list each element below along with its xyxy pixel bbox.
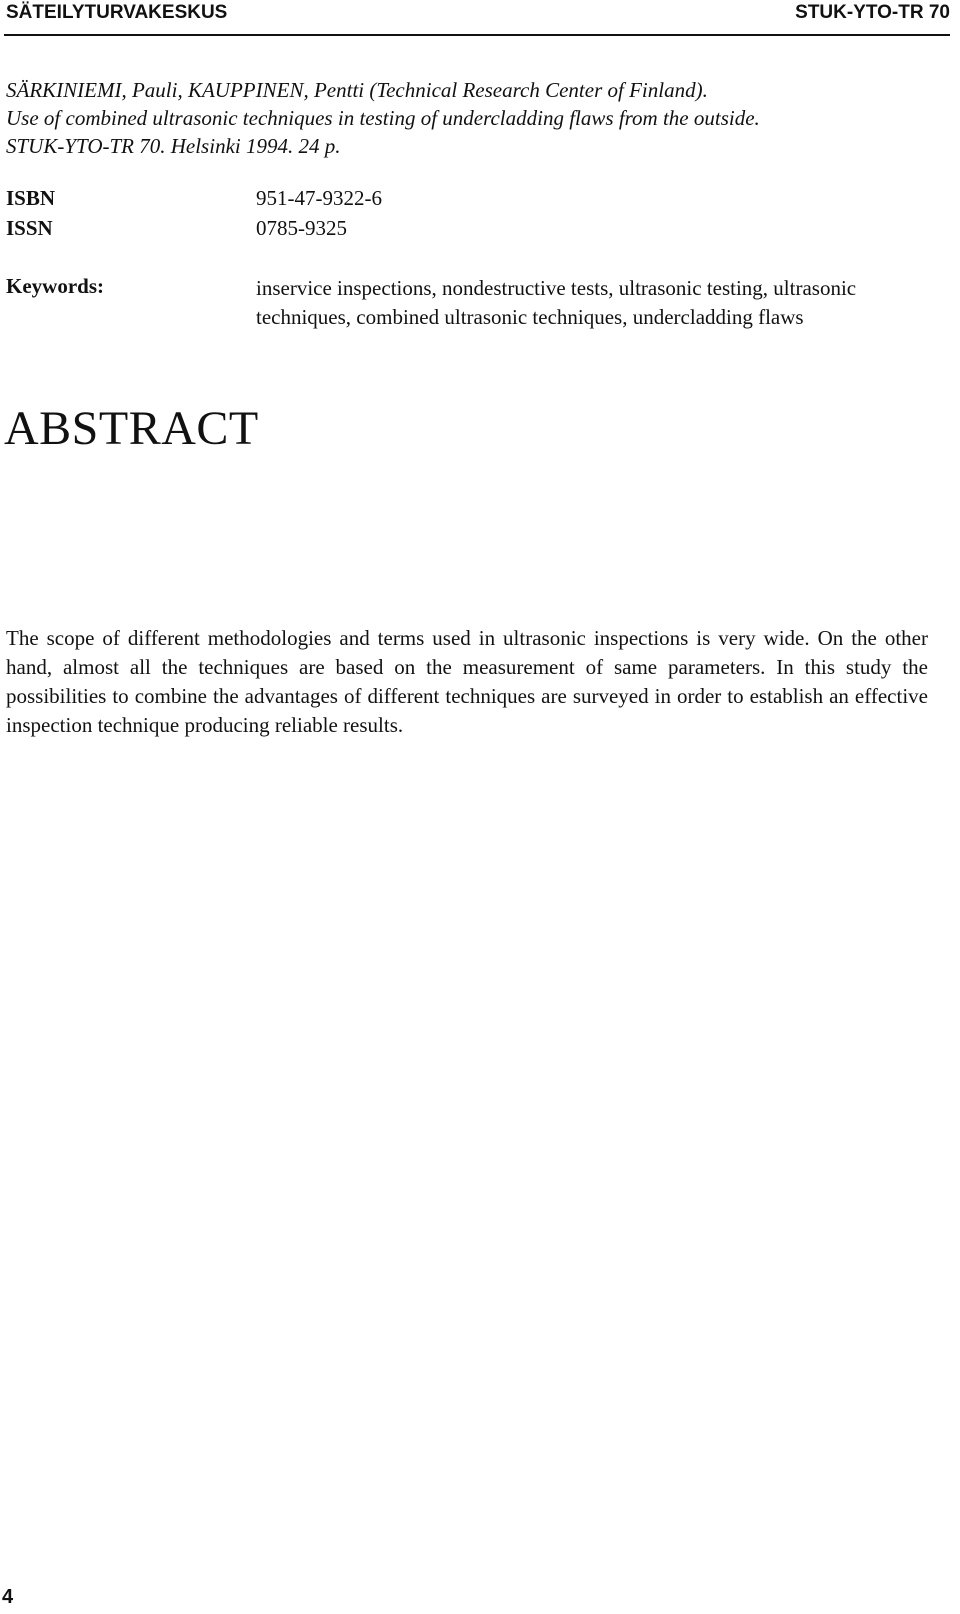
isbn-label: ISBN — [6, 186, 56, 210]
citation-title: Use of combined ultrasonic techniques in testing of undercladding flaws from the outside. — [6, 106, 760, 130]
bibliographic-citation — [6, 76, 926, 160]
abstract-body: The scope of different methodologies and terms used in ultrasonic inspections is very wide. On the other hand, almost all the techniques are based on the measurement of same parameters. In this study the possibilities to combine the advantages of different techniques are surveyed in order to establish an effective inspection technique producing reliable results. — [6, 626, 928, 737]
page-number: 4 — [2, 1586, 14, 1608]
running-header — [4, 0, 950, 30]
issn-value: 0785-9325 — [256, 216, 347, 240]
header-divider — [4, 34, 950, 36]
isbn-value: 951-47-9322-6 — [256, 186, 382, 210]
keywords-label: Keywords: — [6, 274, 104, 298]
header-organization: SÄTEILYTURVAKESKUS — [6, 2, 228, 23]
issn-label: ISSN — [6, 216, 53, 240]
citation-series: STUK-YTO-TR 70. Helsinki 1994. 24 p. — [6, 134, 341, 158]
keywords-value: inservice inspections, nondestructive tests, ultrasonic testing, ultrasonic techniques, combined ultrasonic techniques, undercladding flaws — [256, 276, 857, 329]
abstract-heading: ABSTRACT — [4, 402, 259, 455]
citation-authors: SÄRKINIEMI, Pauli, KAUPPINEN, Pentti (Technical Research Center of Finland). — [6, 78, 708, 102]
header-report-number: STUK-YTO-TR 70 — [795, 2, 950, 23]
